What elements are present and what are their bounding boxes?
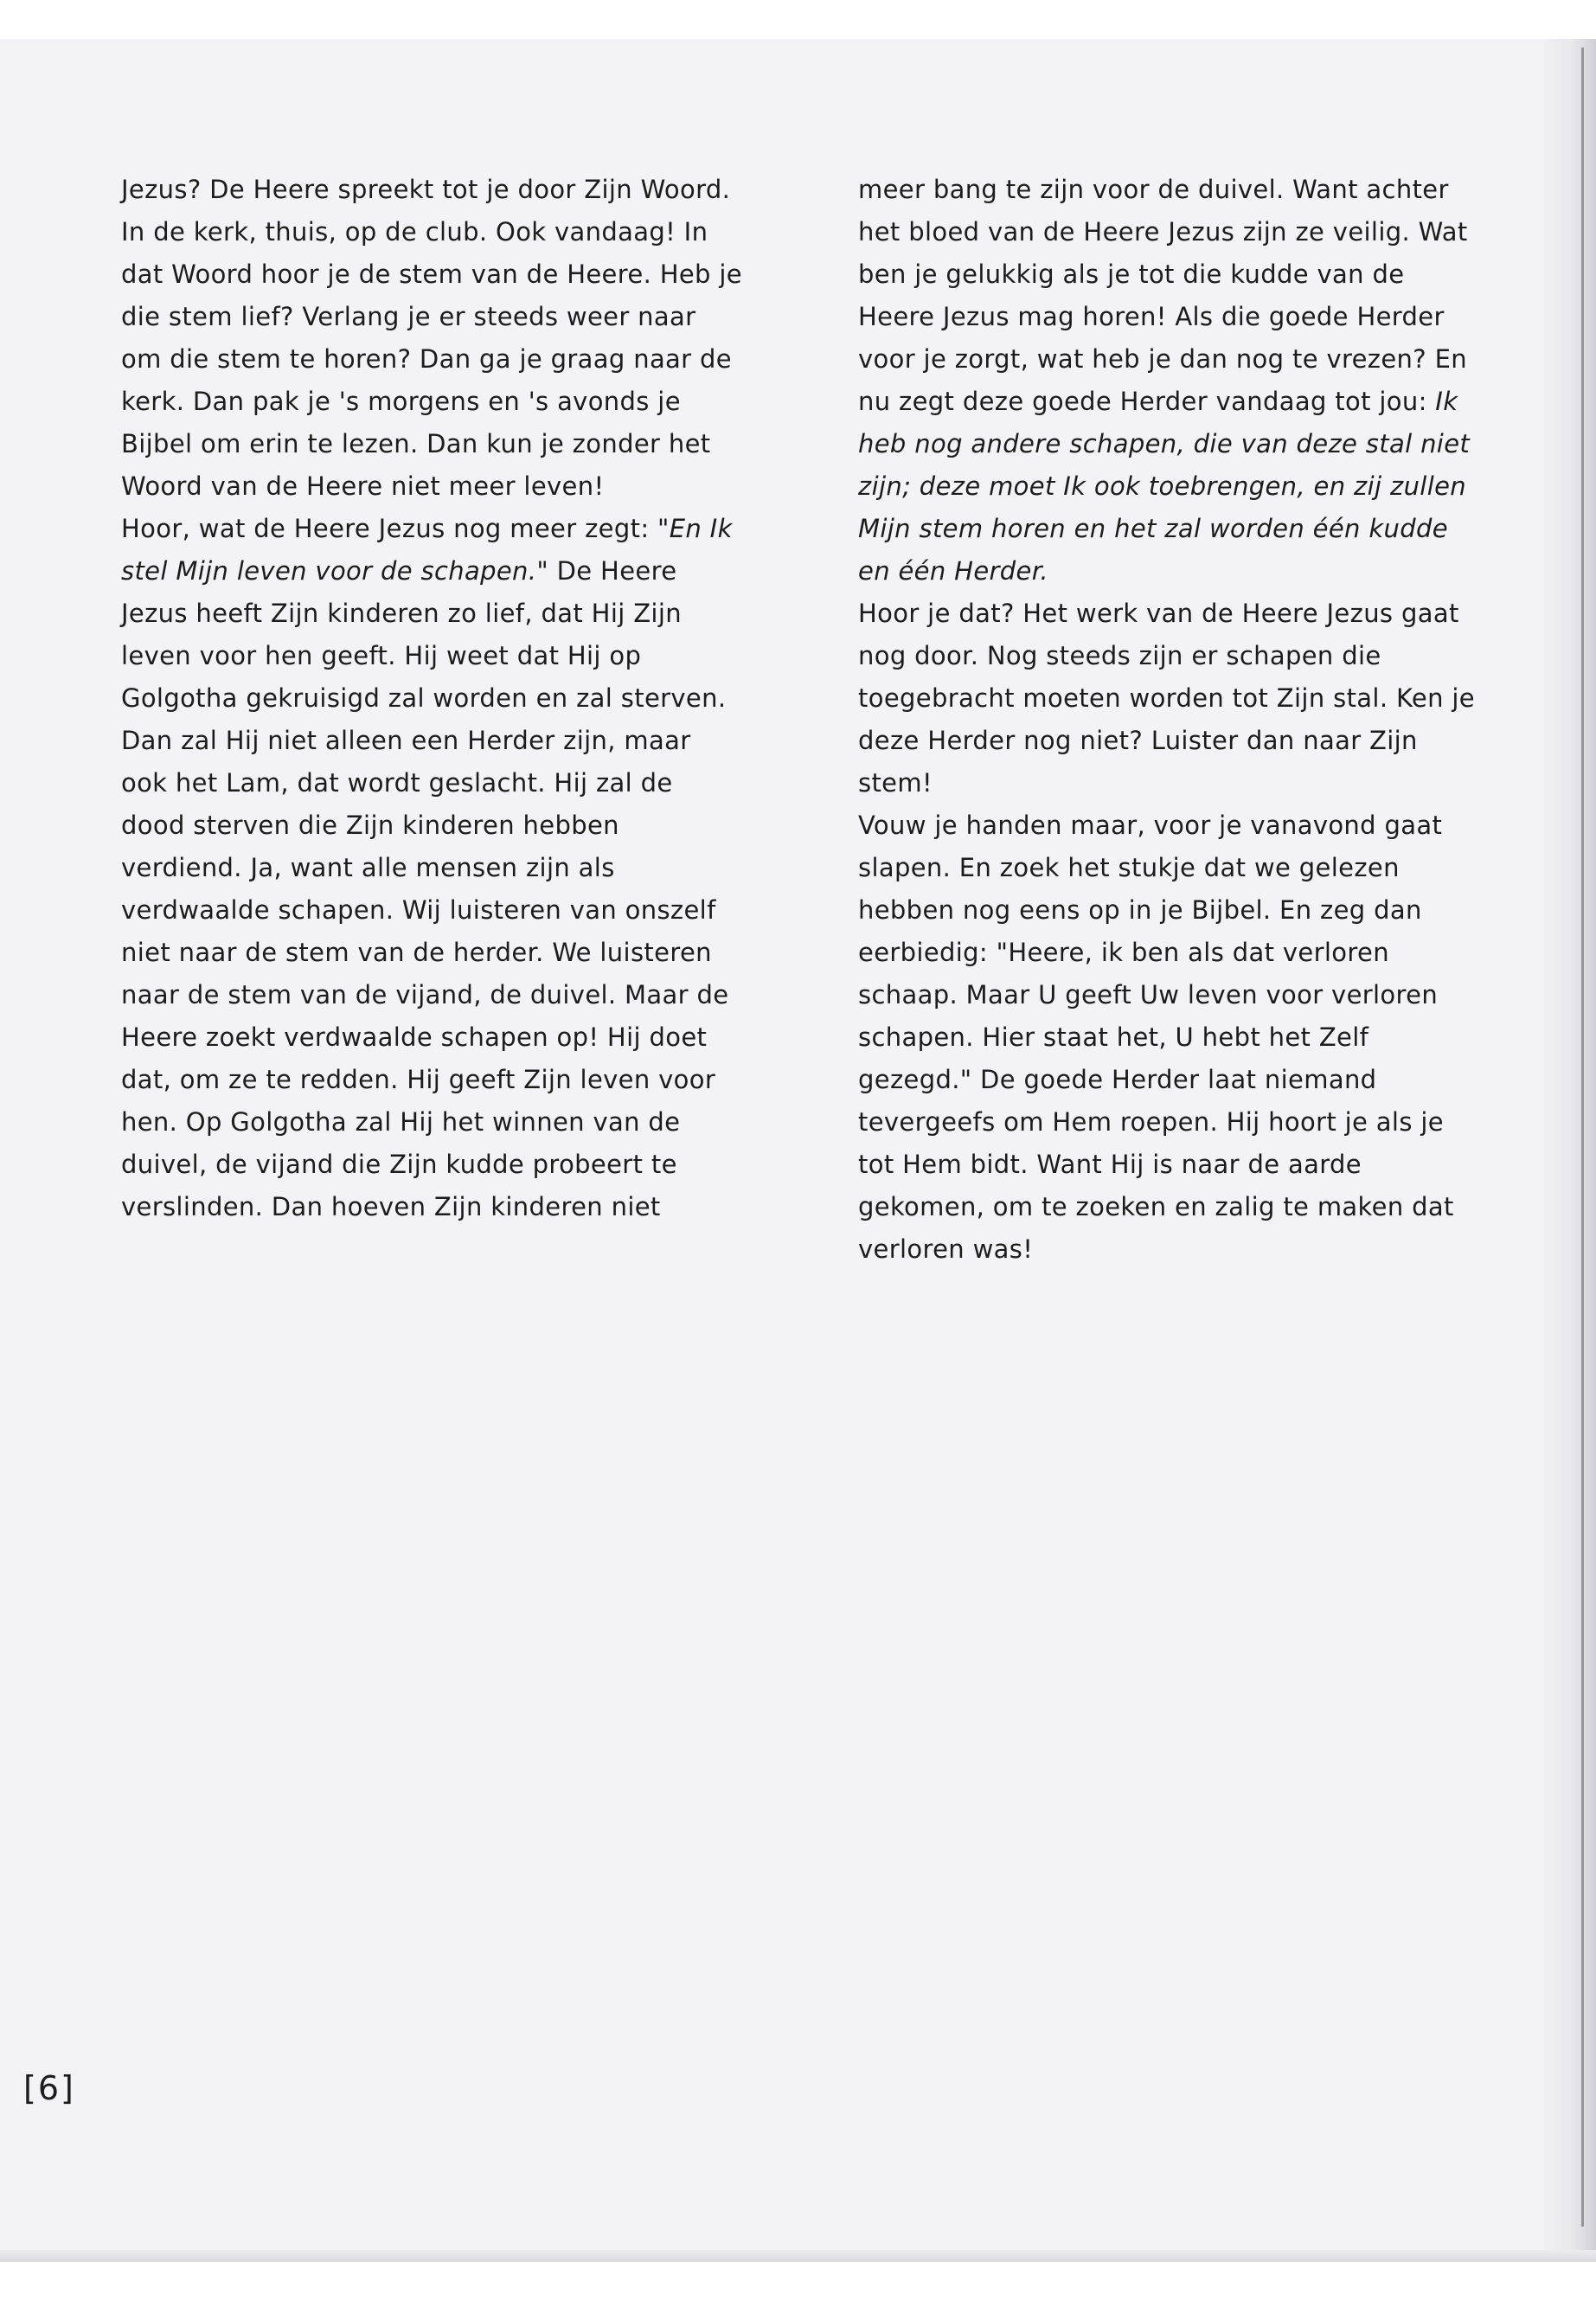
- right-paragraph-1-quote: Ik heb nog andere schapen, die van deze stal niet zijn; deze moet Ik ook toebrengen, en zij zullen Mijn stem horen en het zal worden één kudde en één Herder.: [858, 387, 1471, 586]
- right-paragraph-1-lead: meer bang te zijn voor de duivel. Want achter het bloed van de Heere Jezus zijn ze veilig. Wat ben je gelukkig als je tot die kudde van de Heere Jezus mag horen! Als die goede Herder voor je zorgt, wat heb je dan nog te vrezen? En nu zegt deze goede Herder vandaag tot jou:: [858, 175, 1468, 416]
- right-paragraph-3: Vouw je handen maar, voor je vanavond gaat slapen. En zoek het stukje dat we gelezen hebben nog eens op in je Bijbel. En zeg dan eerbiedig: "Heere, ik ben als dat verloren schaap. Maar U geeft Uw leven voor verloren schapen. Hier staat het, U hebt het Zelf gezegd." De goede Herder laat niemand tevergeefs om Hem roepen. Hij hoort je als je tot Hem bidt. Want Hij is naar de aarde gekomen, om te zoeken en zalig te maken dat verloren was!: [858, 811, 1454, 1264]
- left-paragraph-2-quote: "En Ik stel Mijn leven voor de schapen.": [121, 514, 733, 586]
- page-edge-shadow: [1544, 39, 1596, 2262]
- book-page: [0, 39, 1596, 2262]
- left-paragraph-2: [121, 508, 744, 1228]
- right-paragraph-1: [858, 169, 1481, 593]
- right-paragraph-2: Hoor je dat? Het werk van de Heere Jezus gaat nog door. Nog steeds zijn er schapen die toegebracht moeten worden tot Zijn stal. Ken je deze Herder nog niet? Luister dan naar Zijn stem!: [858, 599, 1475, 798]
- left-paragraph-2-body: De Heere Jezus heeft Zijn kinderen zo lief, dat Hij Zijn leven voor hen geeft. Hij weet dat Hij op Golgotha gekruisigd zal worden en zal sterven. Dan zal Hij niet alleen een Herder zijn, maar ook het Lam, dat wordt geslacht. Hij zal de dood sterven die Zijn kinderen hebben verdiend. Ja, want alle mensen zijn als verdwaalde schapen. Wij luisteren van onszelf niet naar de stem van de herder. We luisteren naar de stem van de vijand, de duivel. Maar de Heere zoekt verdwaalde schapen op! Hij doet dat, om ze te redden. Hij geeft Zijn leven voor hen. Op Golgotha zal Hij het winnen van de duivel, de vijand die Zijn kudde probeert te verslinden. Dan hoeven Zijn kinderen niet: [121, 556, 729, 1221]
- left-paragraph-2-lead: Hoor, wat de Heere Jezus nog meer zegt:: [121, 514, 658, 543]
- left-text-column: [121, 169, 744, 1228]
- left-paragraph-1: Jezus? De Heere spreekt tot je door Zijn Woord. In de kerk, thuis, op de club. Ook vandaag! In dat Woord hoor je de stem van de Heere. Heb je die stem lief? Verlang je er steeds weer naar om die stem te horen? Dan ga je graag naar de kerk. Dan pak je 's morgens en 's avonds je Bijbel om erin te lezen. Dan kun je zonder het Woord van de Heere niet meer leven!: [121, 175, 742, 501]
- page-edge-line: [1581, 48, 1584, 2227]
- page-number: [6]: [23, 2069, 75, 2107]
- right-text-column: [858, 169, 1481, 1271]
- page-bottom-shadow: [0, 2250, 1596, 2262]
